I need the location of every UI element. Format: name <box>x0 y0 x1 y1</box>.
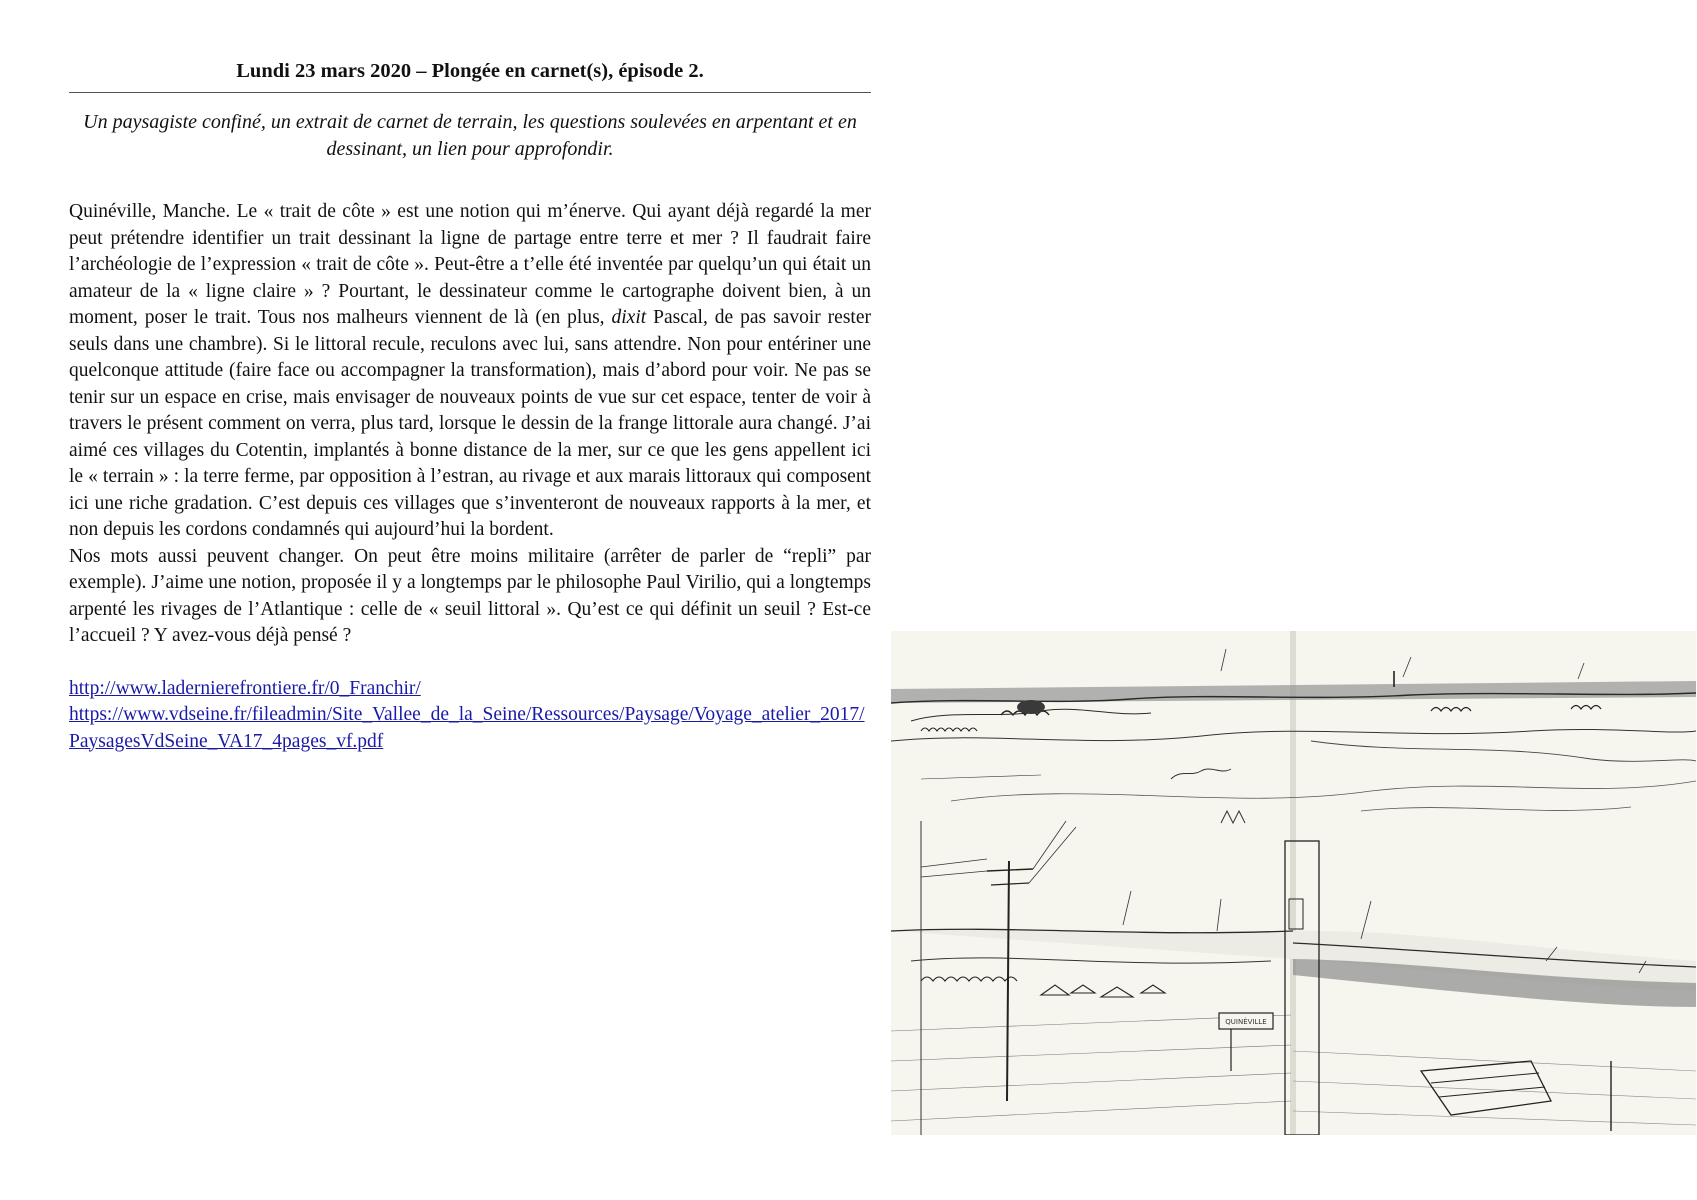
text-column <box>69 60 871 755</box>
paragraph-1-start: Quinéville, Manche. Le « trait de côte » est une notion qui m’énerve. Qui ayant déjà regardé la mer peut prétendre identifier un trait dessinant la ligne de partage entre terre et mer ? Il faudrait faire l’archéologie de l’expression « trait de côte ». Peut-être a t’elle été inventée par quelqu’un qui était un amateur de la « ligne claire » ? Pourtant, le dessinateur comme le cartographe doivent bien, à un moment, poser le trait. Tous nos malheurs viennent de là (en plus, <box>69 201 871 328</box>
intro-text: Un paysagiste confiné, un extrait de carnet de terrain, les questions soulevées en arpentant et en dessinant, un lien pour approfondir. <box>83 111 857 160</box>
paragraph-2: Nos mots aussi peuvent changer. On peut être moins militaire (arrêter de parler de “repli” par exemple). J’aime une notion, proposée il y a longtemps par le philosophe Paul Virilio, qui a longtemps arpenté les rivages de l’Atlantique : celle de « seuil littoral ». Qu’est ce qui définit un seuil ? Est-ce l’accueil ? Y avez-vous déjà pensé ? <box>69 545 871 646</box>
article-body <box>69 199 871 650</box>
page-title: Lundi 23 mars 2020 – Plongée en carnet(s), épisode 2. <box>69 60 871 93</box>
paragraph-1 <box>69 199 871 544</box>
coastline-sketch <box>891 631 1696 1135</box>
links-section <box>69 676 871 756</box>
link-vdseine-pdf[interactable]: https://www.vdseine.fr/fileadmin/Site_Vallee_de_la_Seine/Ressources/Paysage/Voyage_atelier_2017/PaysagesVdSeine_VA17_4pages_vf.pdf <box>69 704 865 752</box>
paragraph-1-end: Pascal, de pas savoir rester seuls dans une chambre). Si le littoral recule, reculons avec lui, sans attendre. Non pour entériner une quelconque attitude (faire face ou accompagner la transformation), mais d’abord pour voir. Ne pas se tenir sur un espace en crise, mais envisager de nouveaux points de vue sur cet espace, tenter de voir à travers le présent comment on verra, plus tard, lorsque le dessin de la frange littorale aura changé. J’ai aimé ces villages du Cotentin, implantés à bonne distance de la mer, sur ce que les gens appellent ici le « terrain » : la terre ferme, par opposition à l’estran, au rivage et aux marais littoraux qui composent ici une riche gradation. C’est depuis ces villages que s’inventeront de nouveaux rapports à la mer, et non depuis les cordons condamnés qui aujourd’hui la bordent. <box>69 307 871 540</box>
dixit-word: dixit <box>611 307 647 328</box>
link-franchir[interactable]: http://www.laderniere​frontiere.fr/0_Franchir/ <box>69 677 421 699</box>
town-sign-text: QUINÉVILLE <box>1225 1018 1267 1026</box>
sketchbook-drawing <box>891 631 1696 1135</box>
